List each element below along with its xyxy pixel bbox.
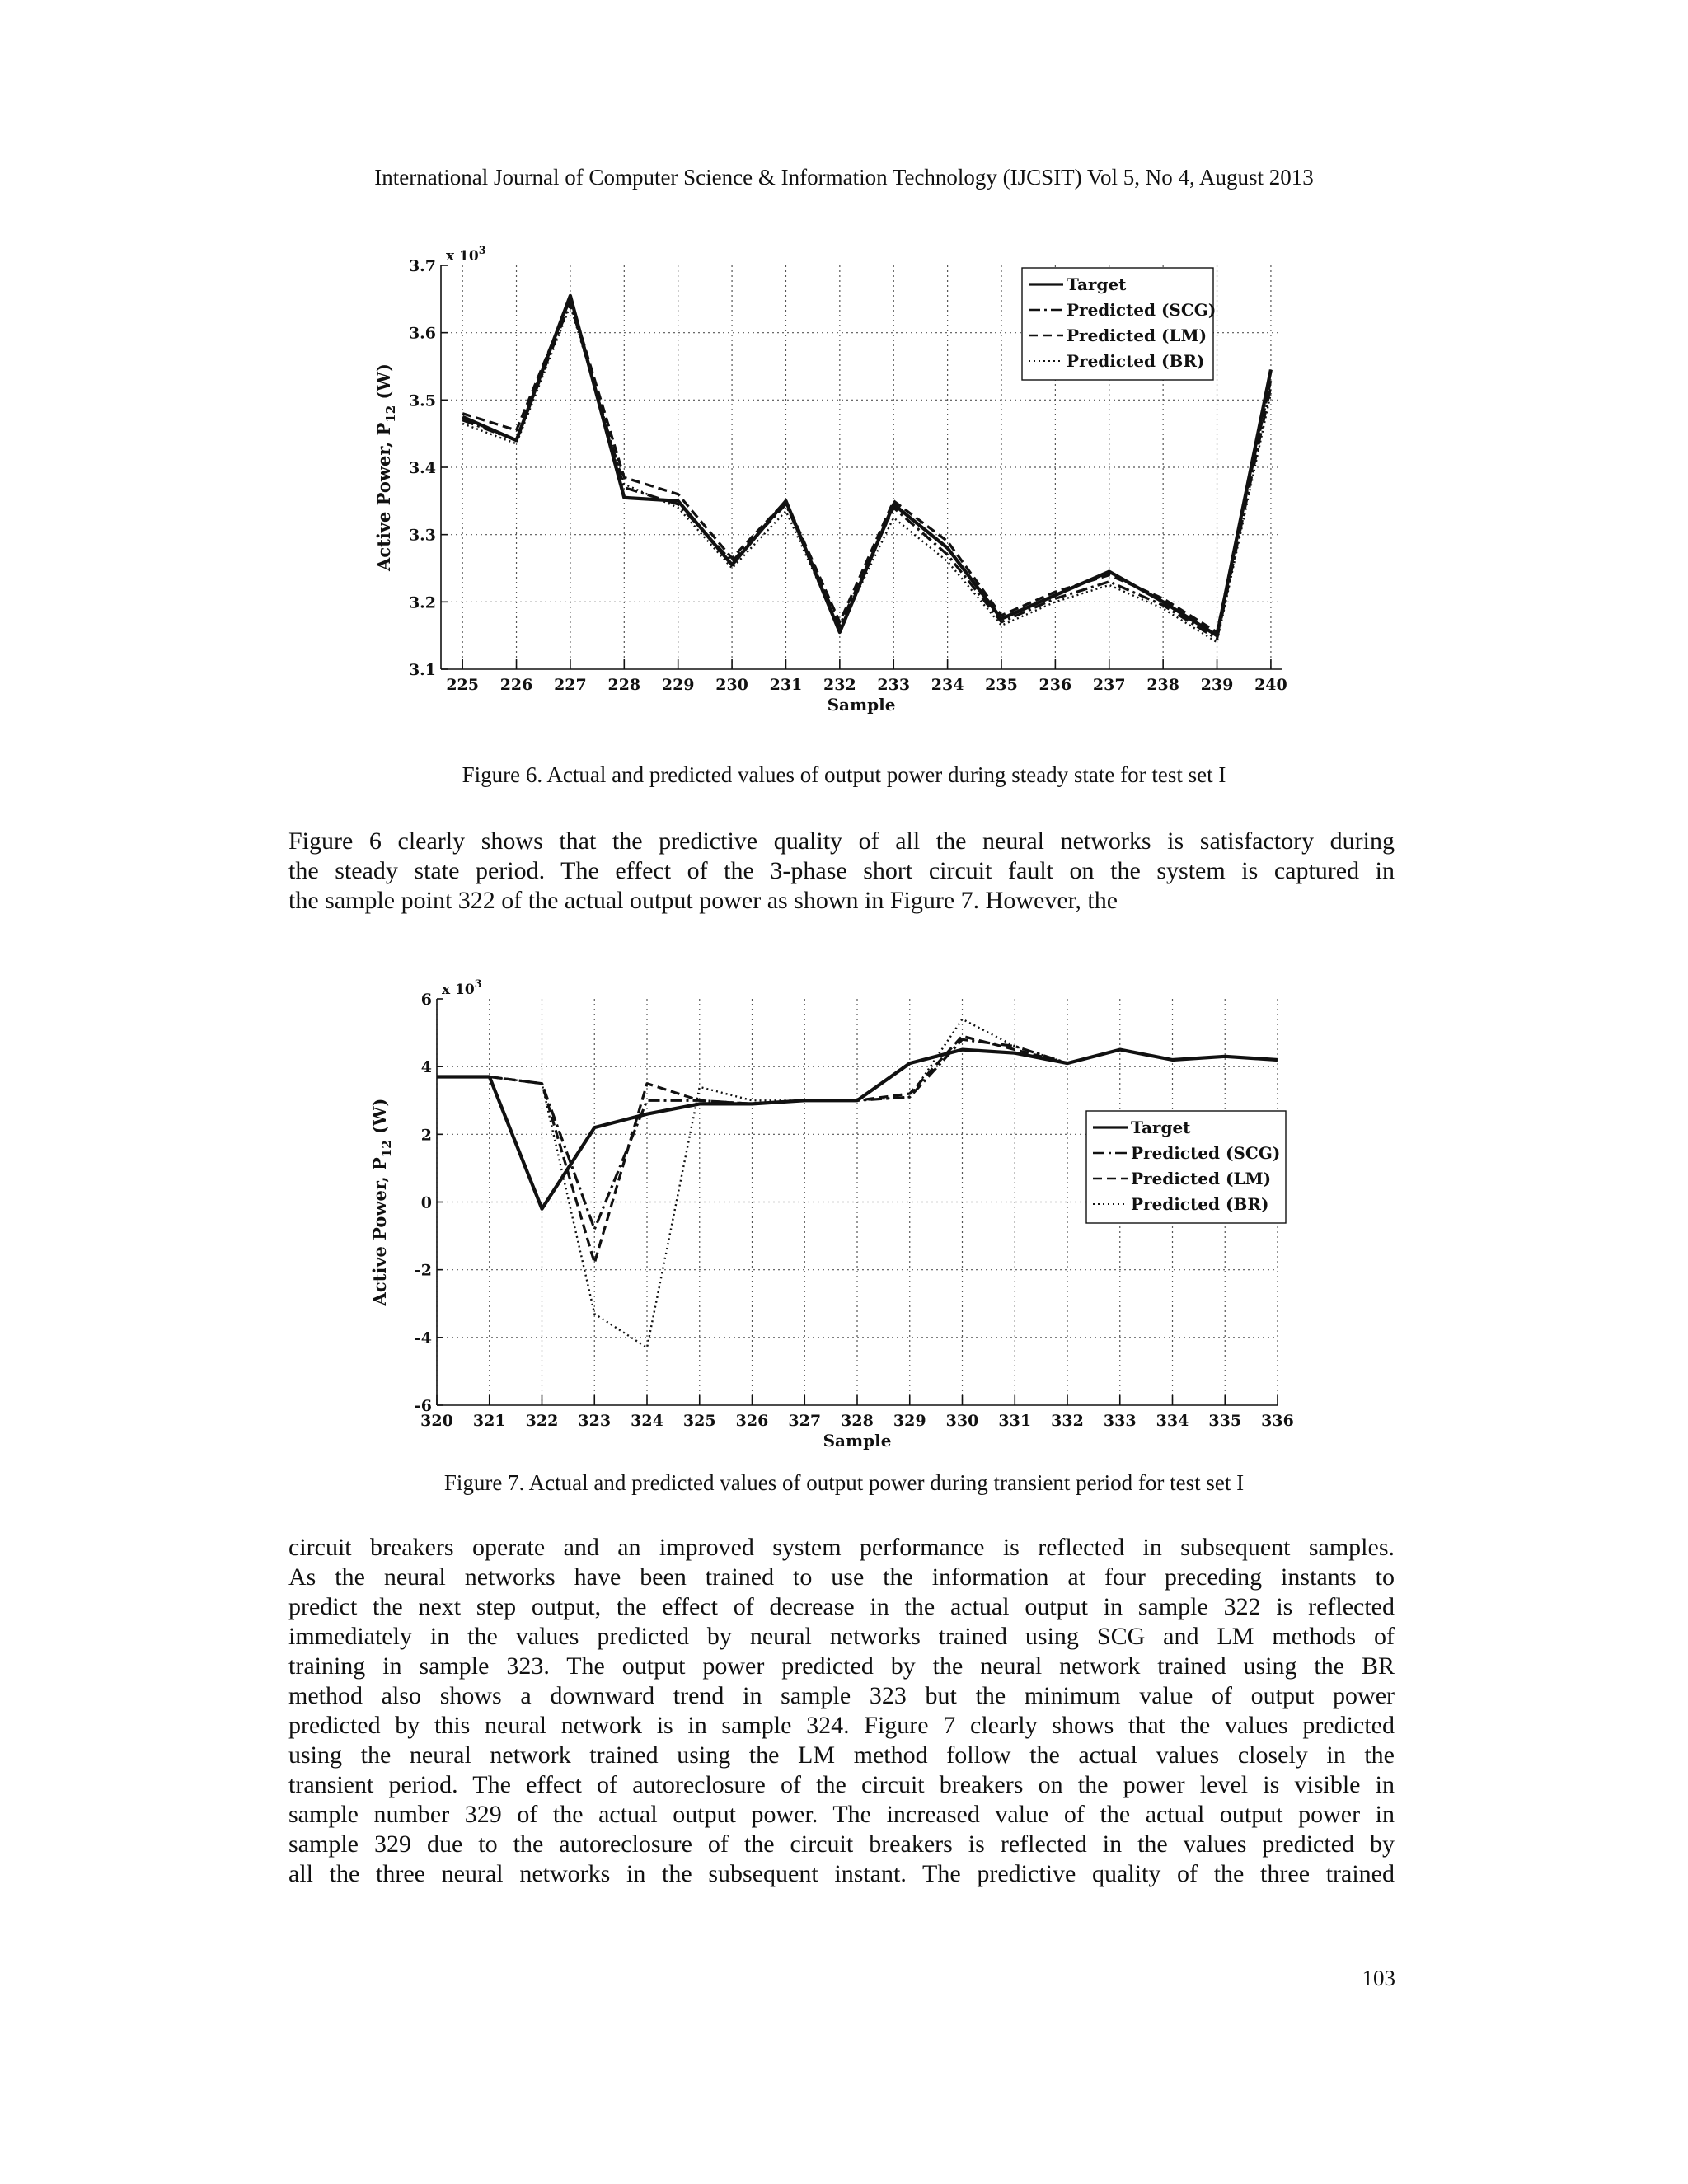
y-tick-label: 3.4 xyxy=(408,459,436,477)
y-tick-label: 3.2 xyxy=(408,593,436,612)
figure-6-chart xyxy=(373,235,1319,733)
x-tick-label: 323 xyxy=(578,1412,612,1430)
figure-7-caption: Figure 7. Actual and predicted values of output power during transient period for test set I xyxy=(443,1470,1245,1495)
x-tick-label: 335 xyxy=(1208,1412,1242,1430)
paragraph-2-line: predict the next step output, the effect of decrease in the actual output in sample 322 is reflected xyxy=(288,1593,1395,1620)
x-tick-label: 236 xyxy=(1039,676,1072,694)
x-tick-label: 336 xyxy=(1261,1412,1294,1430)
x-tick-label: 326 xyxy=(735,1412,769,1430)
x-axis-label: Sample xyxy=(823,1431,892,1451)
paragraph-2-line: immediately in the values predicted by neural networks trained using SCG and LM methods of xyxy=(288,1623,1395,1650)
figure-7-chart xyxy=(354,958,1319,1452)
figure-6-svg xyxy=(373,235,1319,733)
paragraph-2-line: transient period. The effect of autoreclosure of the circuit breakers on the power level is visible in xyxy=(288,1771,1395,1798)
y-tick-label: 3.7 xyxy=(408,257,436,275)
journal-header: International Journal of Computer Science & Information Technology (IJCSIT) Vol 5, No 4, August 2013 xyxy=(374,165,1314,190)
x-tick-label: 227 xyxy=(554,676,587,694)
x-tick-label: 239 xyxy=(1200,676,1234,694)
y-tick-label: 0 xyxy=(420,1193,432,1212)
x-tick-label: 328 xyxy=(841,1412,874,1430)
x-tick-label: 331 xyxy=(998,1412,1032,1430)
y-tick-label: 3.5 xyxy=(408,391,436,410)
x-tick-label: 238 xyxy=(1146,676,1179,694)
x-tick-label: 230 xyxy=(715,676,748,694)
y-axis-label: Active Power, $P_{12}$ (W) xyxy=(369,1098,394,1306)
x-tick-label: 231 xyxy=(769,676,803,694)
paragraph-2 xyxy=(288,1533,1395,1889)
paragraph-2-line: method also shows a downward trend in sample 323 but the minimum value of output power xyxy=(288,1682,1395,1709)
x-tick-label: 329 xyxy=(893,1412,926,1430)
x-tick-label: 233 xyxy=(877,676,911,694)
paragraph-1-line: the steady state period. The effect of the 3-phase short circuit fault on the system is captured in xyxy=(288,857,1395,884)
x-tick-label: 321 xyxy=(472,1412,506,1430)
paragraph-2-line: using the neural network trained using the LM method follow the actual values closely in the xyxy=(288,1741,1395,1769)
x-tick-label: 322 xyxy=(525,1412,559,1430)
legend-label: Target xyxy=(1131,1118,1191,1137)
x-tick-label: 237 xyxy=(1092,676,1126,694)
legend-label: Predicted (BR) xyxy=(1131,1194,1269,1214)
paragraph-2-line: training in sample 323. The output power predicted by the neural network trained using the BR xyxy=(288,1652,1395,1680)
y-axis-label: Active Power, $P_{12}$ (W) xyxy=(373,363,398,571)
paragraph-2-line: all the three neural networks in the subsequent instant. The predictive quality of the three trained xyxy=(288,1860,1395,1887)
x-tick-label: 225 xyxy=(446,676,479,694)
legend-label: Predicted (SCG) xyxy=(1131,1143,1281,1163)
x-tick-label: 325 xyxy=(682,1412,716,1430)
page-number: 103 xyxy=(1362,1966,1395,1990)
x-tick-label: 235 xyxy=(985,676,1018,694)
paragraph-2-line: sample number 329 of the actual output power. The increased value of the actual output power in xyxy=(288,1801,1395,1828)
x-tick-label: 232 xyxy=(823,676,856,694)
x-tick-label: 333 xyxy=(1103,1412,1137,1430)
legend-label: Predicted (SCG) xyxy=(1067,300,1217,320)
x-axis-label: Sample xyxy=(827,695,896,715)
y-tick-label: 6 xyxy=(420,991,432,1009)
figure-7-svg xyxy=(354,958,1319,1452)
x-tick-label: 330 xyxy=(945,1412,979,1430)
legend-label: Predicted (LM) xyxy=(1067,326,1207,345)
paragraph-2-line: predicted by this neural network is in sample 324. Figure 7 clearly shows that the values predicted xyxy=(288,1712,1395,1739)
paragraph-1-line: Figure 6 clearly shows that the predictive quality of all the neural networks is satisfactory during xyxy=(288,827,1395,855)
legend-label: Predicted (LM) xyxy=(1131,1169,1272,1188)
x-tick-label: 334 xyxy=(1156,1412,1189,1430)
y-tick-label: -6 xyxy=(414,1397,432,1415)
y-tick-label: 3.3 xyxy=(408,526,436,545)
x-tick-label: 324 xyxy=(631,1412,663,1430)
axis-multiplier: x $10^3$ xyxy=(442,978,482,998)
x-tick-label: 228 xyxy=(607,676,641,694)
legend-label: Target xyxy=(1067,274,1127,294)
x-tick-label: 229 xyxy=(661,676,695,694)
paragraph-2-line: circuit breakers operate and an improved system performance is reflected in subsequent samples. xyxy=(288,1534,1395,1561)
y-tick-label: 3.6 xyxy=(408,324,436,343)
y-tick-label: 3.1 xyxy=(408,661,436,679)
y-tick-label: -2 xyxy=(414,1261,432,1280)
legend-label: Predicted (BR) xyxy=(1067,351,1205,371)
x-tick-label: 327 xyxy=(788,1412,822,1430)
x-tick-label: 240 xyxy=(1254,676,1287,694)
y-tick-label: 4 xyxy=(420,1058,432,1077)
figure-6-caption: Figure 6. Actual and predicted values of output power during steady state for test set I xyxy=(462,762,1226,787)
x-tick-label: 226 xyxy=(499,676,533,694)
x-tick-label: 320 xyxy=(420,1412,453,1430)
y-tick-label: -4 xyxy=(414,1329,432,1347)
paragraph-1 xyxy=(288,827,1395,916)
x-tick-label: 332 xyxy=(1051,1412,1084,1430)
paragraph-1-line: the sample point 322 of the actual output power as shown in Figure 7. However, the xyxy=(288,887,1118,914)
x-tick-label: 234 xyxy=(931,676,964,694)
paragraph-2-line: As the neural networks have been trained to use the information at four preceding instants to xyxy=(288,1563,1395,1591)
paragraph-2-line: sample 329 due to the autoreclosure of the circuit breakers is reflected in the values predicted by xyxy=(288,1830,1395,1858)
y-tick-label: 2 xyxy=(420,1126,432,1145)
axis-multiplier: x $10^3$ xyxy=(446,245,486,265)
